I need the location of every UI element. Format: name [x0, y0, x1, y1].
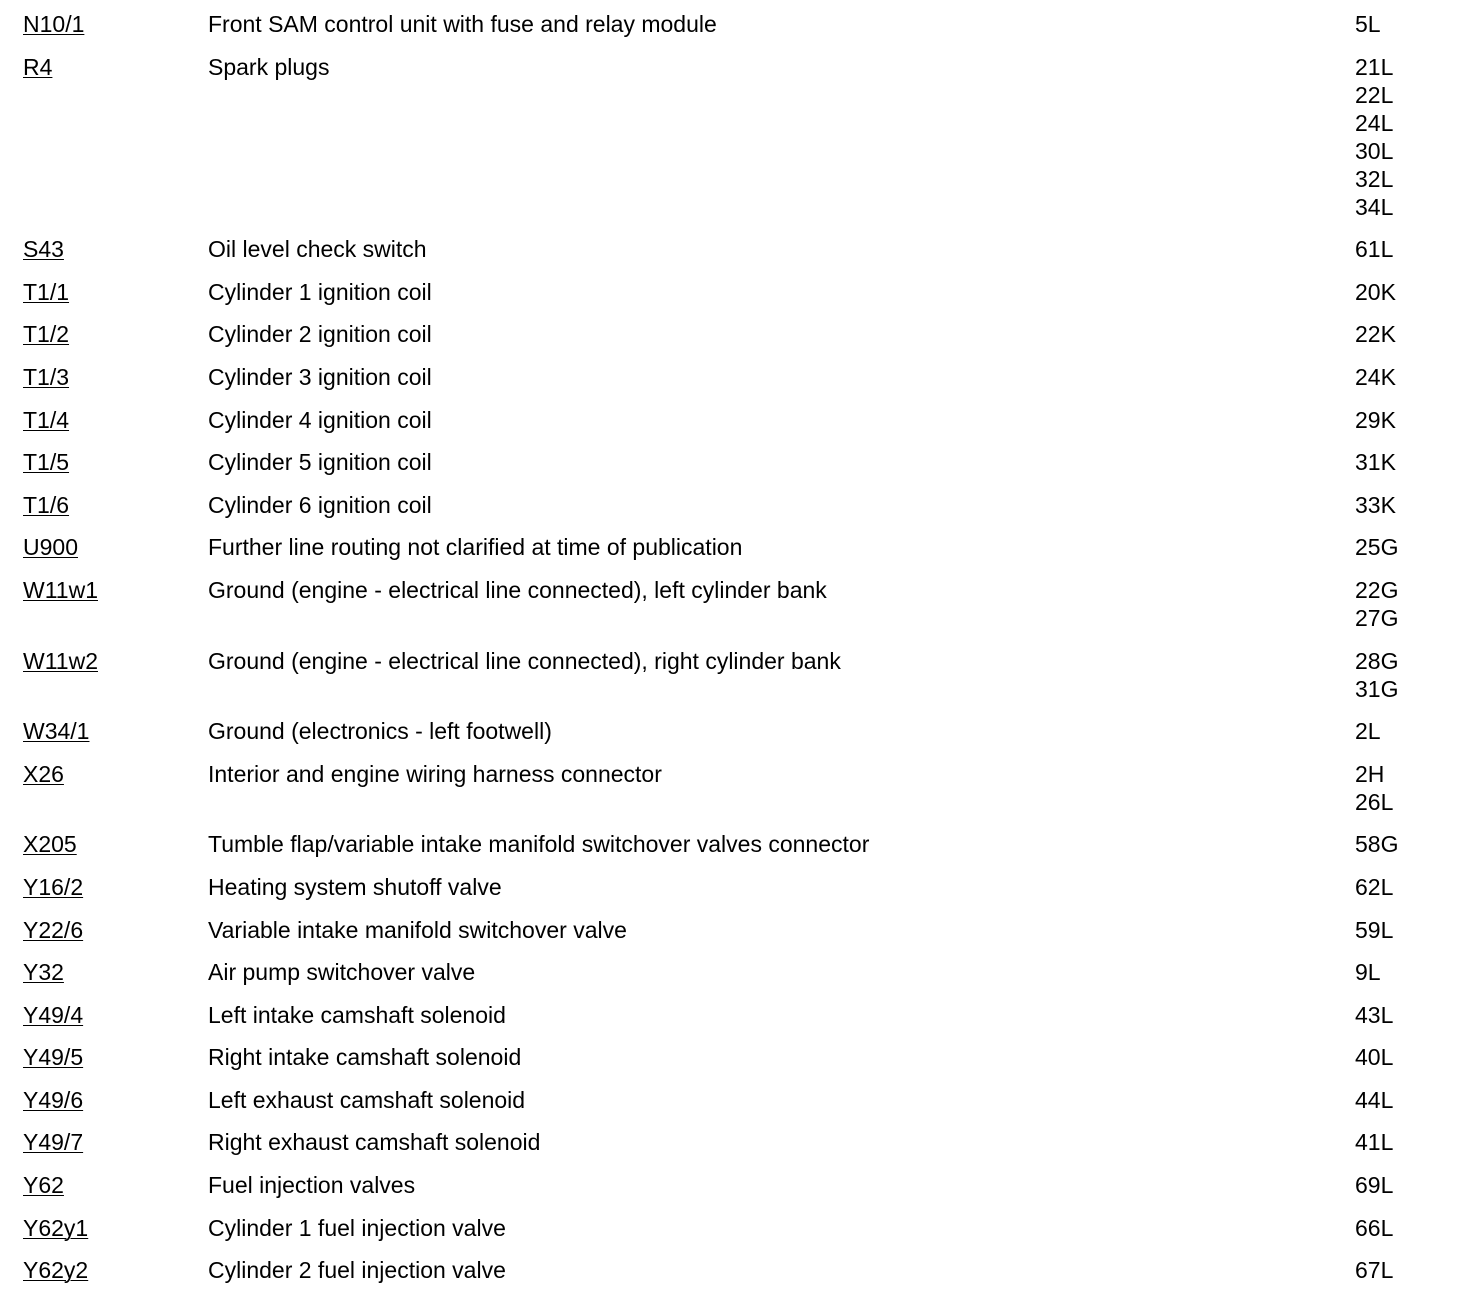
- grid-location: 66L: [1355, 1214, 1394, 1241]
- component-description: Air pump switchover valve: [208, 959, 476, 986]
- grid-location-list: [1355, 576, 1472, 632]
- grid-location: 58G: [1355, 831, 1399, 858]
- grid-location-list: [1355, 958, 1472, 986]
- legend-row: [0, 53, 1472, 221]
- grid-location-list: [1355, 1128, 1472, 1156]
- component-description: Front SAM control unit with fuse and relay module: [208, 11, 717, 37]
- grid-location: 34L: [1355, 193, 1394, 220]
- legend-row: [0, 576, 1472, 632]
- component-description: Heating system shutoff valve: [208, 873, 502, 900]
- component-code-link[interactable]: U900: [23, 534, 78, 561]
- legend-row: [0, 647, 1472, 703]
- component-description: Cylinder 6 ignition coil: [208, 491, 432, 518]
- grid-location-list: [1355, 717, 1472, 745]
- component-code-link[interactable]: X26: [23, 760, 64, 787]
- grid-location-list: [1355, 406, 1472, 434]
- component-code-link[interactable]: W11w1: [23, 576, 98, 603]
- component-description: Right exhaust camshaft solenoid: [208, 1129, 541, 1156]
- grid-location-list: [1355, 647, 1472, 703]
- grid-location: 41L: [1355, 1129, 1394, 1156]
- legend-row: [0, 235, 1472, 263]
- grid-location: 61L: [1355, 236, 1394, 263]
- grid-location-list: [1355, 363, 1472, 391]
- component-description: Cylinder 3 ignition coil: [208, 363, 432, 390]
- grid-location: 2L: [1355, 718, 1381, 745]
- component-description: Cylinder 2 fuel injection valve: [208, 1257, 506, 1284]
- legend-row: [0, 448, 1472, 476]
- grid-location: 20K: [1355, 278, 1396, 305]
- legend-row: [0, 916, 1472, 944]
- component-code-link[interactable]: Y16/2: [23, 873, 84, 900]
- component-description: Oil level check switch: [208, 236, 427, 263]
- component-code-link[interactable]: T1/2: [23, 321, 70, 348]
- component-code-link[interactable]: T1/6: [23, 491, 70, 518]
- component-description: Cylinder 4 ignition coil: [208, 406, 432, 433]
- grid-location: 62L: [1355, 873, 1394, 900]
- component-description: Interior and engine wiring harness connector: [208, 760, 662, 787]
- grid-location: 22G: [1355, 576, 1399, 603]
- grid-location-list: [1355, 1256, 1472, 1284]
- component-code-link[interactable]: Y62: [23, 1172, 64, 1199]
- legend-row: [0, 491, 1472, 519]
- legend-row: [0, 1214, 1472, 1242]
- component-description: Left exhaust camshaft solenoid: [208, 1086, 526, 1113]
- legend-row: [0, 760, 1472, 816]
- grid-location: 31K: [1355, 449, 1396, 476]
- component-code-link[interactable]: Y49/5: [23, 1044, 84, 1071]
- grid-location-list: [1355, 533, 1472, 561]
- grid-location: 31G: [1355, 675, 1399, 702]
- grid-location: 26L: [1355, 788, 1394, 815]
- grid-location-list: [1355, 1043, 1472, 1071]
- grid-location-list: [1355, 1086, 1472, 1114]
- component-description: Left intake camshaft solenoid: [208, 1001, 506, 1028]
- legend-row: [0, 1171, 1472, 1199]
- legend-row: [0, 1043, 1472, 1071]
- legend-row: [0, 320, 1472, 348]
- component-code-link[interactable]: Y62y2: [23, 1257, 89, 1284]
- grid-location-list: [1355, 760, 1472, 816]
- grid-location: 40L: [1355, 1044, 1394, 1071]
- grid-location: 22K: [1355, 321, 1396, 348]
- grid-location: 32L: [1355, 165, 1394, 192]
- component-code-link[interactable]: Y49/7: [23, 1129, 84, 1156]
- component-code-link[interactable]: W11w2: [23, 647, 98, 674]
- grid-location-list: [1355, 278, 1472, 306]
- legend-row: [0, 1128, 1472, 1156]
- grid-location: 24L: [1355, 109, 1394, 136]
- component-code-link[interactable]: N10/1: [23, 11, 85, 37]
- component-code-link[interactable]: Y49/4: [23, 1001, 84, 1028]
- grid-location: 24K: [1355, 363, 1396, 390]
- component-code-link[interactable]: W34/1: [23, 718, 90, 745]
- grid-location: 5L: [1355, 11, 1381, 37]
- grid-location-list: [1355, 448, 1472, 476]
- grid-location-list: [1355, 235, 1472, 263]
- grid-location-list: [1355, 1171, 1472, 1199]
- legend-row: [0, 533, 1472, 561]
- component-legend-list: [0, 10, 1472, 1284]
- legend-row: [0, 1256, 1472, 1284]
- component-code-link[interactable]: Y49/6: [23, 1086, 84, 1113]
- component-code-link[interactable]: T1/3: [23, 363, 70, 390]
- grid-location: 44L: [1355, 1086, 1394, 1113]
- legend-row: [0, 278, 1472, 306]
- grid-location: 25G: [1355, 534, 1399, 561]
- component-code-link[interactable]: X205: [23, 831, 77, 858]
- grid-location: 67L: [1355, 1257, 1394, 1284]
- grid-location: 22L: [1355, 81, 1394, 108]
- grid-location: 27G: [1355, 604, 1399, 631]
- component-code-link[interactable]: Y22/6: [23, 916, 84, 943]
- legend-row: [0, 1001, 1472, 1029]
- grid-location: 69L: [1355, 1172, 1394, 1199]
- grid-location-list: [1355, 830, 1472, 858]
- grid-location-list: [1355, 916, 1472, 944]
- component-description: Tumble flap/variable intake manifold switchover valves connector: [208, 831, 870, 858]
- component-code-link[interactable]: R4: [23, 53, 53, 80]
- grid-location-list: [1355, 53, 1472, 221]
- grid-location: 33K: [1355, 491, 1396, 518]
- component-description: Ground (electronics - left footwell): [208, 718, 552, 745]
- legend-row: [0, 830, 1472, 858]
- grid-location: 9L: [1355, 959, 1381, 986]
- grid-location: 29K: [1355, 406, 1396, 433]
- component-description: Fuel injection valves: [208, 1172, 416, 1199]
- component-code-link[interactable]: Y62y1: [23, 1214, 89, 1241]
- legend-row: [0, 10, 1472, 38]
- legend-row: [0, 363, 1472, 391]
- grid-location-list: [1355, 320, 1472, 348]
- grid-location: 30L: [1355, 137, 1394, 164]
- legend-row: [0, 1086, 1472, 1114]
- grid-location-list: [1355, 873, 1472, 901]
- grid-location: 21L: [1355, 53, 1394, 80]
- grid-location-list: [1355, 1214, 1472, 1242]
- component-description: Cylinder 2 ignition coil: [208, 321, 432, 348]
- grid-location-list: [1355, 10, 1472, 38]
- grid-location-list: [1355, 491, 1472, 519]
- component-code-link[interactable]: Y32: [23, 959, 64, 986]
- grid-location: 28G: [1355, 647, 1399, 674]
- grid-location: 43L: [1355, 1001, 1394, 1028]
- component-description: Ground (engine - electrical line connected), right cylinder bank: [208, 647, 841, 674]
- grid-location: 2H: [1355, 760, 1385, 787]
- component-description: Variable intake manifold switchover valve: [208, 916, 627, 943]
- component-code-link[interactable]: S43: [23, 236, 64, 263]
- component-code-link[interactable]: T1/1: [23, 278, 70, 305]
- component-code-link[interactable]: T1/4: [23, 406, 70, 433]
- legend-row: [0, 406, 1472, 434]
- component-description: Cylinder 5 ignition coil: [208, 449, 432, 476]
- legend-row: [0, 873, 1472, 901]
- component-description: Cylinder 1 fuel injection valve: [208, 1214, 506, 1241]
- component-description: Spark plugs: [208, 53, 330, 80]
- component-description: Cylinder 1 ignition coil: [208, 278, 432, 305]
- grid-location: 59L: [1355, 916, 1394, 943]
- legend-row: [0, 958, 1472, 986]
- grid-location-list: [1355, 1001, 1472, 1029]
- component-description: Right intake camshaft solenoid: [208, 1044, 522, 1071]
- component-description: Further line routing not clarified at time of publication: [208, 534, 743, 561]
- component-code-link[interactable]: T1/5: [23, 449, 70, 476]
- legend-row: [0, 717, 1472, 745]
- component-description: Ground (engine - electrical line connected), left cylinder bank: [208, 576, 827, 603]
